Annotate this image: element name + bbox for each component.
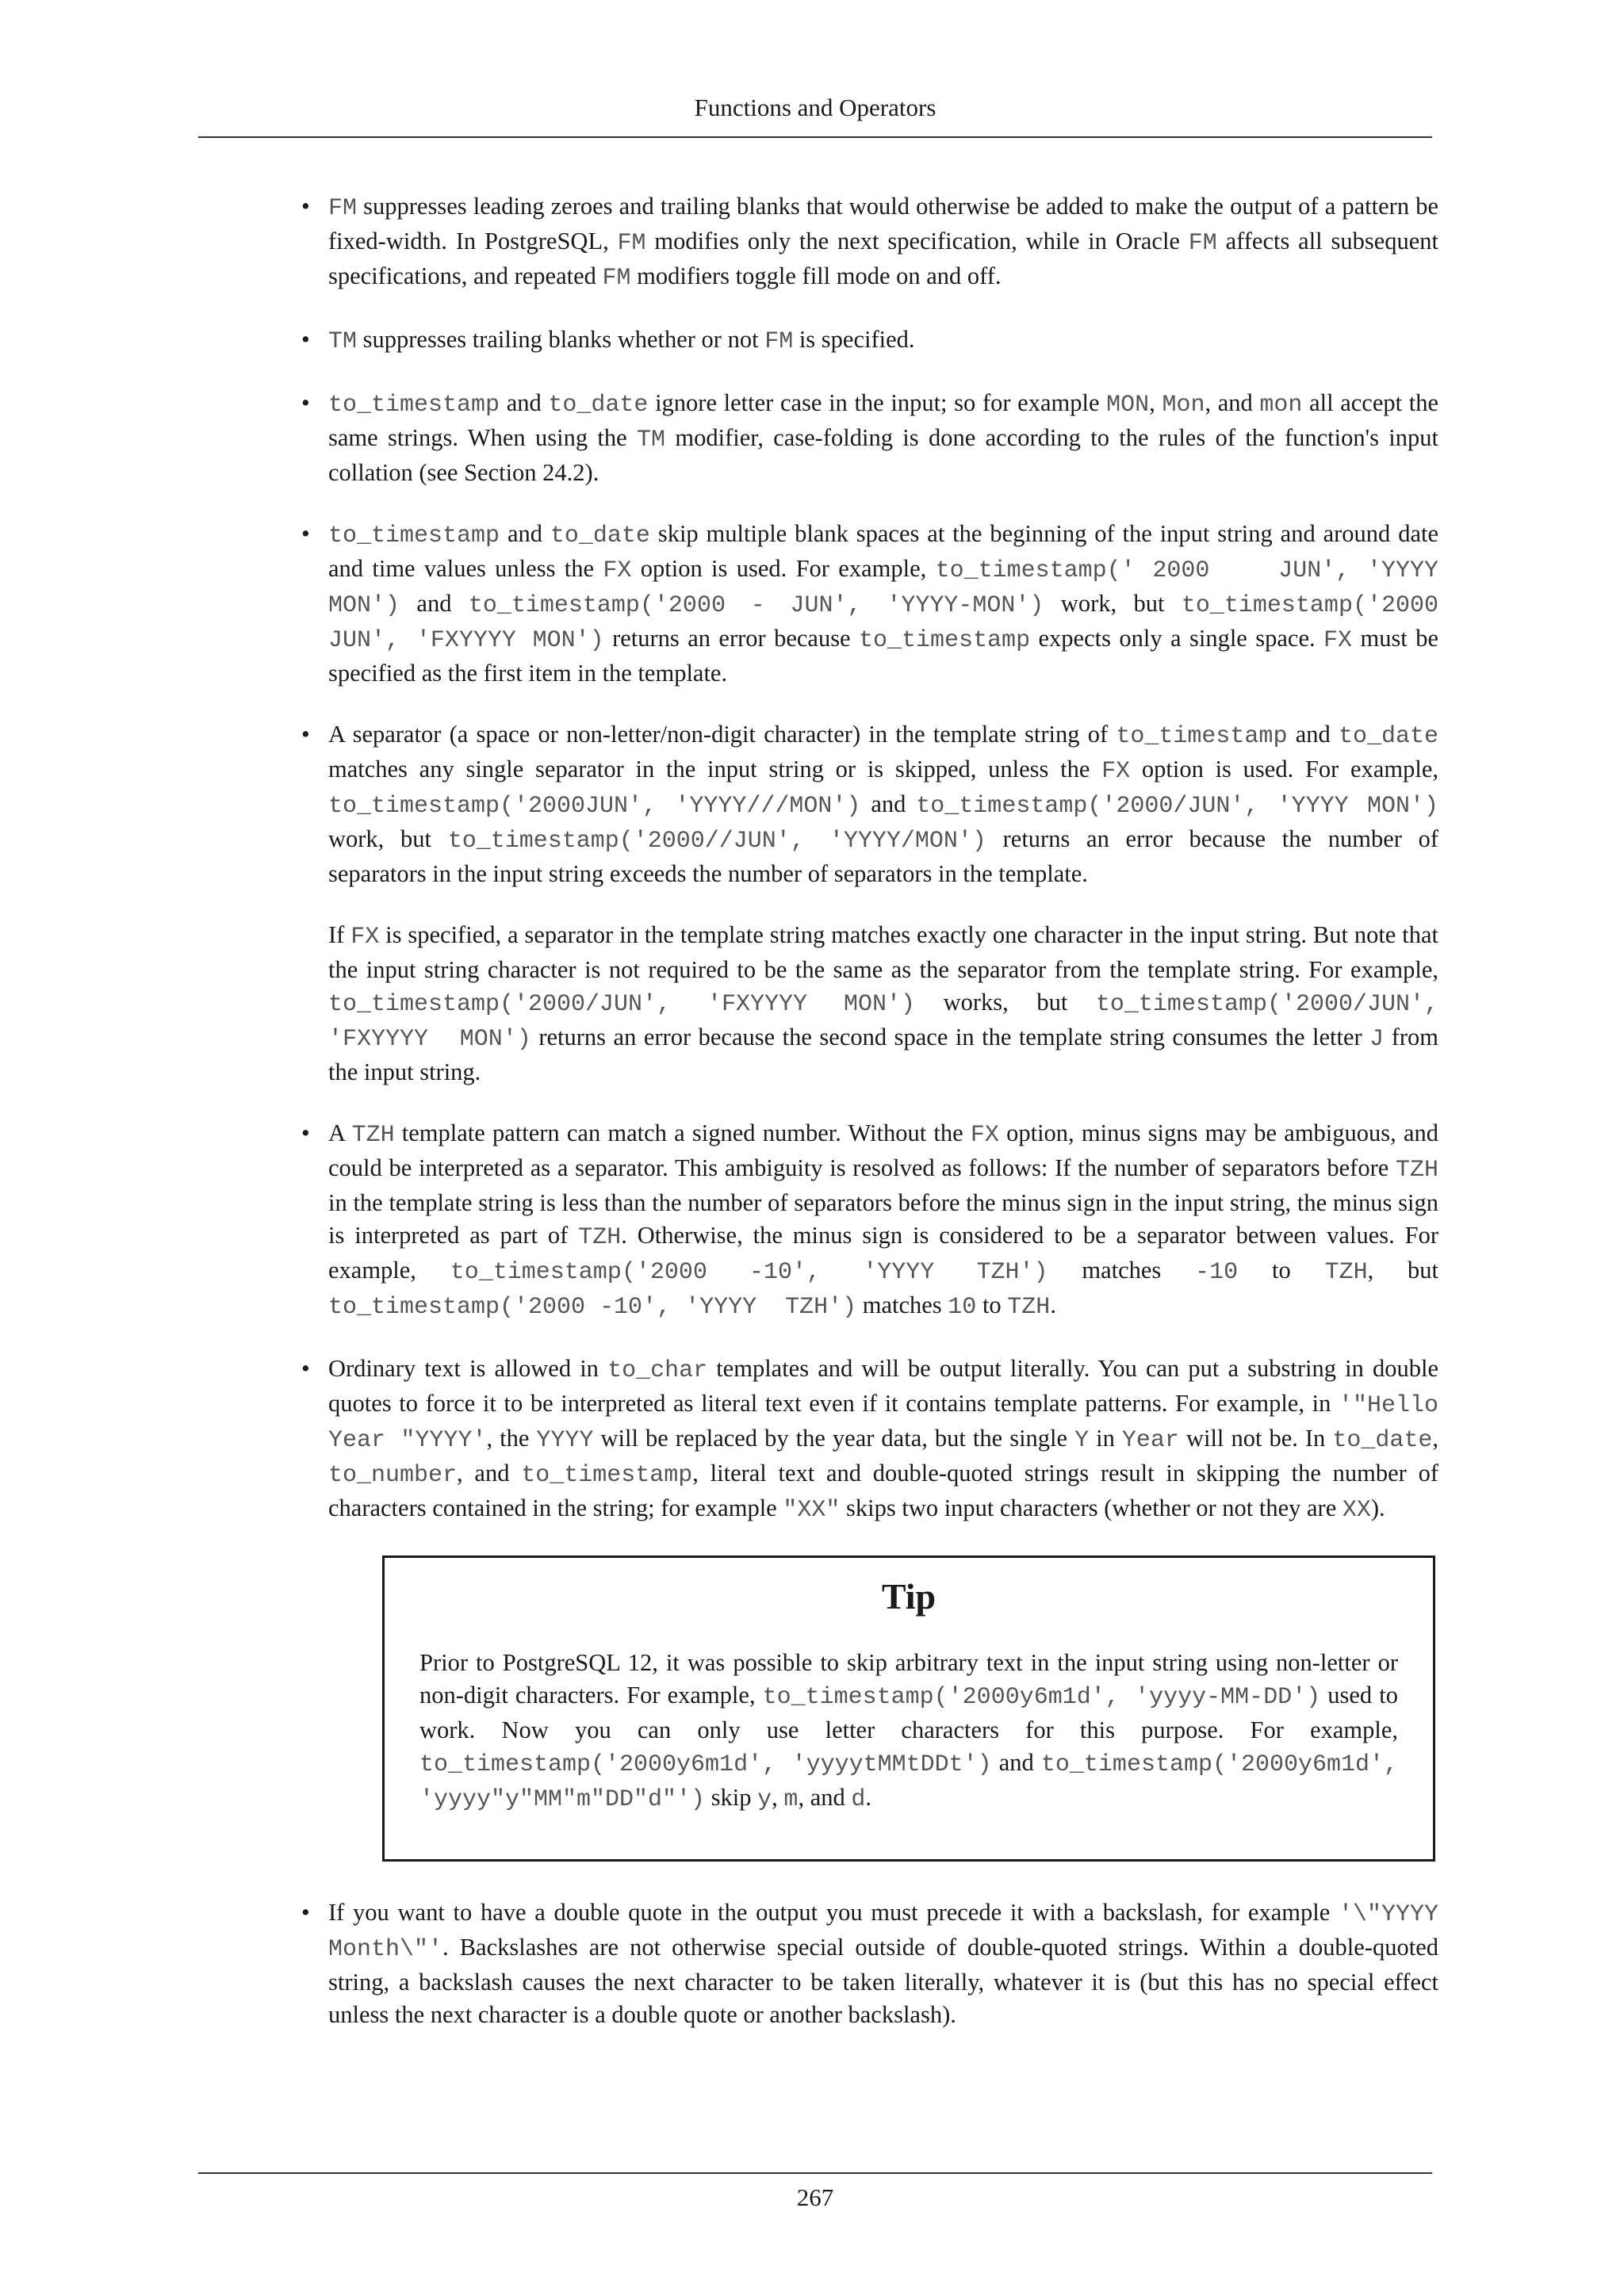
bullet-marker: • <box>301 520 310 547</box>
bullet-item <box>301 387 1439 489</box>
text-run: A separator (a space or non-letter/non-digit character) in the template string of <box>328 721 1116 748</box>
text-run: is specified. <box>793 326 915 353</box>
code-literal: to_timestamp('2000 JUN', 'FXYYYY MON') <box>328 592 1496 654</box>
text-run: option is used. For example, <box>1130 756 1438 783</box>
text-run: , literal text and double-quoted strings result in skipping the number of characters contained in the string; for example <box>328 1460 1439 1521</box>
code-literal: to_char <box>607 1357 708 1384</box>
text-run: modifiers toggle fill mode on and off. <box>630 262 1002 289</box>
code-literal: FX <box>603 557 632 584</box>
code-literal: TZH <box>1007 1294 1051 1321</box>
bullet-text <box>328 518 1496 690</box>
text-run: and <box>1287 721 1339 748</box>
code-literal: FM <box>328 195 358 222</box>
code-literal: to_timestamp <box>859 627 1031 654</box>
code-literal: to_timestamp('2000/JUN', 'FXYYYY MON') <box>328 991 1454 1053</box>
bullet-marker: • <box>301 1355 310 1382</box>
code-literal: TZH <box>1324 1259 1368 1286</box>
text-run: to <box>976 1292 1008 1318</box>
bullet-item <box>301 1117 1439 1324</box>
code-literal: Y <box>1074 1427 1090 1454</box>
code-literal: to_timestamp('2000y6m1d', 'yyyy"y"MM"m"DD"d"') <box>419 1751 1413 1813</box>
footer-rule <box>198 2172 1432 2174</box>
text-run: in <box>1089 1425 1122 1452</box>
text-run: , and <box>798 1784 852 1811</box>
text-run: used to work. Now you can only use letter characters for this purpose. For example, <box>419 1682 1398 1743</box>
bullet-item <box>301 1353 1454 1527</box>
bullet-marker: • <box>301 1899 310 1926</box>
bullet-item <box>301 518 1496 690</box>
code-literal: FM <box>1188 230 1217 257</box>
code-literal: to_timestamp <box>1116 723 1288 750</box>
code-literal: to_timestamp('2000JUN', 'YYYY///MON') <box>328 793 861 820</box>
text-run: . Backslashes are not otherwise special outside of double-quoted strings. Within a double-quoted string, a backslash causes the next character to be taken literally, whatever it is (but this has no special effect unless the next character is a double quote or another backslash). <box>328 1934 1438 2028</box>
text-run: will not be. In <box>1178 1425 1333 1452</box>
bullet-marker: • <box>301 1119 310 1146</box>
code-literal: FM <box>764 328 794 355</box>
bullet-paragraph <box>328 919 1454 1089</box>
text-run: option, minus signs may be ambiguous, and could be interpreted as a separator. This ambiguity is resolved as follows: If the number of separators before <box>328 1119 1439 1181</box>
code-literal: -10 <box>1195 1259 1239 1286</box>
text-run: option is used. For example, <box>631 555 936 582</box>
text-run: returns an error because the second space in the template string consumes the letter <box>530 1024 1370 1050</box>
text-run: ignore letter case in the input; so for example <box>648 389 1107 416</box>
bullet-text <box>328 718 1438 890</box>
code-literal: to_timestamp <box>328 522 500 549</box>
text-run: skip <box>705 1784 758 1811</box>
text-run: work, but <box>1044 590 1182 617</box>
text-run: suppresses leading zeroes and trailing blanks that would otherwise be added to make the output of a pattern be fixed-width. In PostgreSQL, <box>328 193 1438 254</box>
text-run: Ordinary text is allowed in <box>328 1355 608 1382</box>
bullet-text <box>328 387 1438 489</box>
text-run: templates and will be output literally. You can put a substring in double quotes to force it to be interpreted as literal text even if it contains template patterns. For example, in <box>328 1355 1438 1417</box>
bullet-marker: • <box>301 389 310 416</box>
text-run: template pattern can match a signed number. Without the <box>394 1119 971 1146</box>
bullet-marker: • <box>301 326 310 353</box>
code-literal: TM <box>637 427 666 453</box>
text-run: skips two input characters (whether or not they are <box>840 1494 1342 1521</box>
tip-text <box>419 1647 1413 1816</box>
text-run: A <box>328 1119 352 1146</box>
text-run: and <box>500 520 550 547</box>
code-literal: to_timestamp('2000/JUN', 'FXYYYY MON') <box>328 991 916 1018</box>
bullet-text <box>328 190 1438 295</box>
text-run: all accept the same strings. When using the <box>328 389 1439 451</box>
code-literal: to_timestamp <box>328 392 500 419</box>
text-run: , and <box>457 1460 522 1487</box>
text-run: , <box>772 1784 784 1811</box>
code-literal: FX <box>970 1122 999 1149</box>
code-literal: to_timestamp('2000 -10', 'YYYY TZH') <box>328 1294 857 1321</box>
code-literal: to_timestamp('2000/JUN', 'YYYY MON') <box>916 793 1438 820</box>
code-literal: XX <box>1342 1497 1371 1524</box>
text-run: and <box>860 790 917 817</box>
code-literal: to_date <box>550 522 650 549</box>
code-literal: to_timestamp(' 2000 JUN', 'YYYY MON') <box>328 557 1454 619</box>
bullet-item <box>301 1896 1454 2031</box>
text-run: , the <box>486 1425 537 1452</box>
text-run: returns an error because the number of separators in the input string exceeds the number of separators in the template. <box>328 825 1439 887</box>
text-run: work, but <box>328 825 448 852</box>
code-literal: FX <box>1101 758 1131 785</box>
code-literal: FX <box>350 924 380 951</box>
code-literal: '\"YYYY Month\"' <box>328 1901 1454 1963</box>
text-run: . <box>1050 1292 1056 1318</box>
text-run: modifier, case-folding is done according to the rules of the function's input collation (see Section 24.2). <box>328 424 1439 486</box>
text-run: and <box>400 590 469 617</box>
code-literal: Year <box>1121 1427 1179 1454</box>
text-run: matches any single separator in the input string or is skipped, unless the <box>328 756 1102 783</box>
code-literal: TZH <box>1395 1157 1438 1184</box>
code-literal: to_date <box>1332 1427 1433 1454</box>
code-literal: FX <box>1323 627 1353 654</box>
text-run: matches <box>856 1292 948 1318</box>
code-literal: to_number <box>328 1462 458 1489</box>
text-run: is specified, a separator in the template string matches exactly one character in the input string. But note that the input string character is not required to be the same as the separator from the template string. For example, <box>328 921 1438 983</box>
code-literal: YYYY <box>536 1427 594 1454</box>
code-literal: d <box>851 1786 866 1813</box>
text-run: in the template string is less than the number of separators before the minus sign in the input string, the minus sign is interpreted as part of <box>328 1189 1438 1249</box>
text-run: from the input string. <box>328 1024 1438 1085</box>
text-run: suppresses trailing blanks whether or not <box>357 326 765 353</box>
code-literal: to_timestamp('2000 - JUN', 'YYYY-MON') <box>468 592 1044 619</box>
code-literal: to_timestamp('2000y6m1d', 'yyyy-MM-DD') <box>762 1684 1321 1711</box>
bullet-text <box>328 323 1438 358</box>
bullet-text <box>328 1896 1454 2031</box>
code-literal: m <box>783 1786 799 1813</box>
code-literal: MON <box>1106 392 1150 419</box>
bullet-item <box>301 190 1438 295</box>
text-run: must be specified as the first item in the template. <box>328 625 1438 687</box>
header-rule <box>198 136 1432 138</box>
bullet-item <box>301 718 1454 1089</box>
code-literal: to_date <box>548 392 649 419</box>
text-run: expects only a single space. <box>1030 625 1324 652</box>
text-run: ). <box>1370 1494 1385 1521</box>
bullet-text <box>328 1117 1438 1324</box>
page-number: 267 <box>796 2183 834 2211</box>
text-run: If <box>328 921 351 948</box>
text-run: modifies only the next specification, while in Oracle <box>645 228 1189 254</box>
text-run: If you want to have a double quote in the output you must precede it with a backslash, for example <box>328 1899 1339 1926</box>
code-literal: '"Hello Year "YYYY' <box>328 1392 1454 1454</box>
code-literal: FM <box>617 230 646 257</box>
code-literal: FM <box>602 265 631 292</box>
text-run: affects all subsequent specifications, and repeated <box>328 228 1438 289</box>
text-run: works, but <box>915 989 1096 1016</box>
code-literal: to_timestamp('2000 -10', 'YYYY TZH') <box>450 1259 1048 1286</box>
code-literal: Mon <box>1162 392 1205 419</box>
text-run: . <box>865 1784 871 1811</box>
code-literal: TM <box>328 328 358 355</box>
bullet-item <box>301 323 1438 358</box>
text-run: , and <box>1205 389 1260 416</box>
text-run: to <box>1238 1257 1325 1284</box>
code-literal: TZH <box>351 1122 395 1149</box>
code-literal: "XX" <box>783 1497 841 1524</box>
text-run: . Otherwise, the minus sign is considered to be a separator between values. For example, <box>328 1222 1438 1284</box>
code-literal: to_timestamp('2000//JUN', 'YYYY/MON') <box>447 828 986 855</box>
text-run: Prior to PostgreSQL 12, it was possible to skip arbitrary text in the input string using non-letter or non-digit characters. For example, <box>419 1649 1398 1709</box>
code-literal: to_timestamp('2000y6m1d', 'yyyytMMtDDt') <box>419 1751 992 1778</box>
text-run: , <box>1149 389 1162 416</box>
main-content <box>301 190 1496 2060</box>
code-literal: to_date <box>1338 723 1438 750</box>
text-run: matches <box>1048 1257 1196 1284</box>
text-run: will be replaced by the year data, but the single <box>593 1425 1075 1452</box>
bullet-marker: • <box>301 193 310 220</box>
code-literal: mon <box>1259 392 1303 419</box>
code-literal: y <box>757 1786 772 1813</box>
code-literal: TZH <box>578 1224 622 1251</box>
text-run: skip multiple blank spaces at the beginning of the input string and around date and time values unless the <box>328 520 1438 582</box>
code-literal: 10 <box>948 1294 977 1321</box>
text-run: , <box>1432 1425 1438 1452</box>
bullet-text <box>328 1353 1454 1527</box>
text-run: and <box>991 1749 1041 1776</box>
tip-box <box>382 1556 1435 1862</box>
bullet-marker: • <box>301 721 310 748</box>
code-literal: J <box>1369 1026 1385 1053</box>
tip-title: Tip <box>881 1576 936 1617</box>
text-run: and <box>500 389 549 416</box>
running-header: Functions and Operators <box>694 94 936 121</box>
text-run: returns an error because <box>603 625 860 652</box>
code-literal: to_timestamp <box>521 1462 693 1489</box>
text-run: , but <box>1367 1257 1439 1284</box>
